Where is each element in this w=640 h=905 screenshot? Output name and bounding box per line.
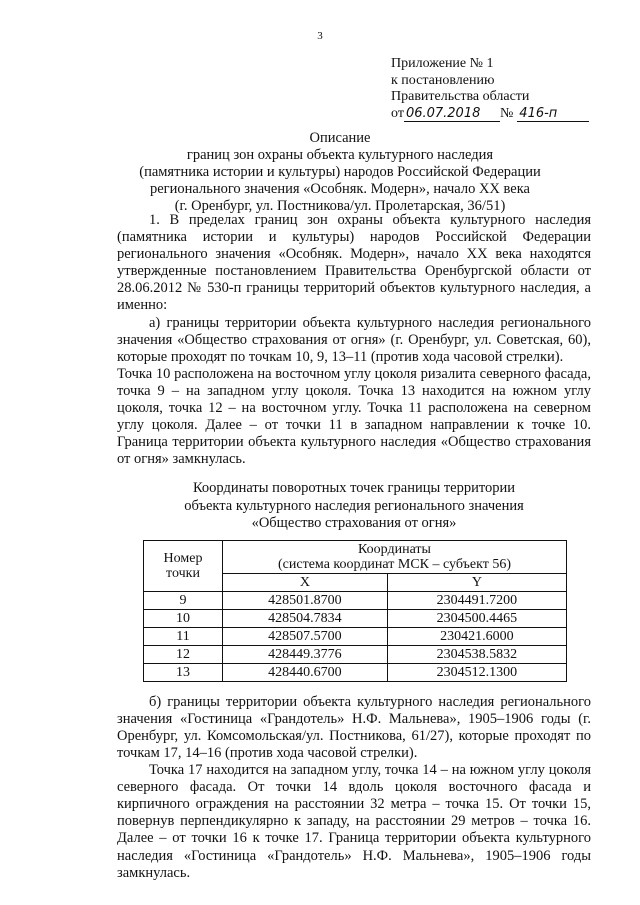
paragraph-a: а) границы территории объекта культурного наследия регионального значения «Общество страхования от огня» (г. Оренбург, ул. Советская, 60), которые проходят по точкам 10, 9, 13–11 (против хода часовой стрелки). xyxy=(117,314,591,365)
table-row xyxy=(144,645,567,663)
title-line-4: регионального значения «Особняк. Модерн», начало XX века xyxy=(150,181,530,197)
title-line-3: (памятника истории и культуры) народов Российской Федерации xyxy=(139,164,541,180)
cell-point: 10 xyxy=(144,609,223,627)
page-number: 3 xyxy=(317,30,323,42)
table-caption-line-1: Координаты поворотных точек границы территории xyxy=(192,480,516,497)
cell-point: 13 xyxy=(144,663,223,681)
document-body xyxy=(117,212,591,882)
cell-point: 12 xyxy=(144,645,223,663)
handwritten-number: 416-п xyxy=(517,107,589,122)
table-caption xyxy=(117,480,591,531)
appendix-block xyxy=(391,56,611,122)
cell-x: 428449.3776 xyxy=(223,645,388,663)
title-line-2: границ зон охраны объекта культурного наследия xyxy=(186,147,494,163)
table-caption-line-3: «Общество страхования от огня» xyxy=(251,514,457,531)
appendix-line-1: Приложение № 1 xyxy=(391,56,494,71)
table-row xyxy=(144,609,567,627)
cell-point: 9 xyxy=(144,591,223,609)
cell-x: 428504.7834 xyxy=(223,609,388,627)
cell-y: 2304538.5832 xyxy=(387,645,566,663)
cell-x: 428440.6700 xyxy=(223,663,388,681)
title-line-5: (г. Оренбург, ул. Постникова/ул. Пролетарская, 36/51) xyxy=(174,198,506,214)
header-number-label: Номер xyxy=(163,550,203,566)
cell-point: 11 xyxy=(144,627,223,645)
appendix-line-3: Правительства области xyxy=(391,89,530,104)
paragraph-b: б) границы территории объекта культурного наследия регионального значения «Гостиница «Грандотель» Н.Ф. Мальнева», 1905–1906 годы (г. Оренбург, ул. Комсомольская/ул. Постникова, 61/27), которые проходят по точкам 17, 14–16 (против хода часовой стрелки). xyxy=(117,693,591,761)
table-row xyxy=(144,591,567,609)
paragraph-points-b: Точка 17 находится на западном углу, точка 14 – на южном углу цоколя северного фасада. От точки 14 вдоль цоколя восточного фасада и кирпичного ограждения на расстоянии 32 метра – точка 15. От точки 15, повернув перпендикулярно к западу, на расстоянии 29 метров – точка 16. Далее – от точки 16 к точке 17. Граница территории объекта культурного наследия «Гостиница «Грандотель» Н.Ф. Мальнева», 1905–1906 годы замкнулась. xyxy=(117,762,591,881)
date-prefix: от xyxy=(391,105,404,121)
header-coordinates xyxy=(223,540,567,573)
header-x: X xyxy=(223,573,388,591)
table-caption-line-2: объекта культурного наследия регионального значения xyxy=(184,497,524,514)
header-point-number xyxy=(144,540,223,591)
header-y: Y xyxy=(387,573,566,591)
appendix-line-2: к постановлению xyxy=(391,72,495,88)
spacer xyxy=(117,682,591,694)
table-row xyxy=(144,663,567,681)
cell-y: 2304491.7200 xyxy=(387,591,566,609)
appendix-date-line xyxy=(391,106,611,123)
header-point-label: точки xyxy=(166,565,200,581)
cell-x: 428507.5700 xyxy=(223,627,388,645)
cell-y: 2304500.4465 xyxy=(387,609,566,627)
cell-x: 428501.8700 xyxy=(223,591,388,609)
paragraph-points-a: Точка 10 расположена на восточном углу цоколя ризалита северного фасада, точка 9 – на западном углу цоколя. Точка 13 находится на южном углу цоколя, точка 12 – на восточном углу. Точка 11 расположена на северном углу цоколя. Далее – от точки 11 в западном направлении к точке 10. Граница территории объекта культурного наследия «Общество страхования от огня» замкнулась. xyxy=(117,365,591,468)
header-coordinates-label: Координаты xyxy=(358,541,431,557)
header-system-label: (система координат МСК – субъект 56) xyxy=(278,556,511,572)
paragraph-1: 1. В пределах границ зон охраны объекта культурного наследия (памятника истории и культуры) народов Российской Федерации регионального значения «Особняк. Модерн», начало XX века находятся утвержденные постановлением Правительства Оренбургской области от 28.06.2012 № 530-п границы территорий объектов культурного наследия, а именно: xyxy=(117,212,591,314)
cell-y: 230421.6000 xyxy=(387,627,566,645)
document-title xyxy=(90,130,590,215)
coordinates-table xyxy=(143,540,567,682)
cell-y: 2304512.1300 xyxy=(387,663,566,681)
title-line-1: Описание xyxy=(309,130,371,146)
handwritten-date: 06.07.2018 xyxy=(404,107,500,122)
number-prefix: № xyxy=(499,105,514,121)
table-row xyxy=(144,627,567,645)
